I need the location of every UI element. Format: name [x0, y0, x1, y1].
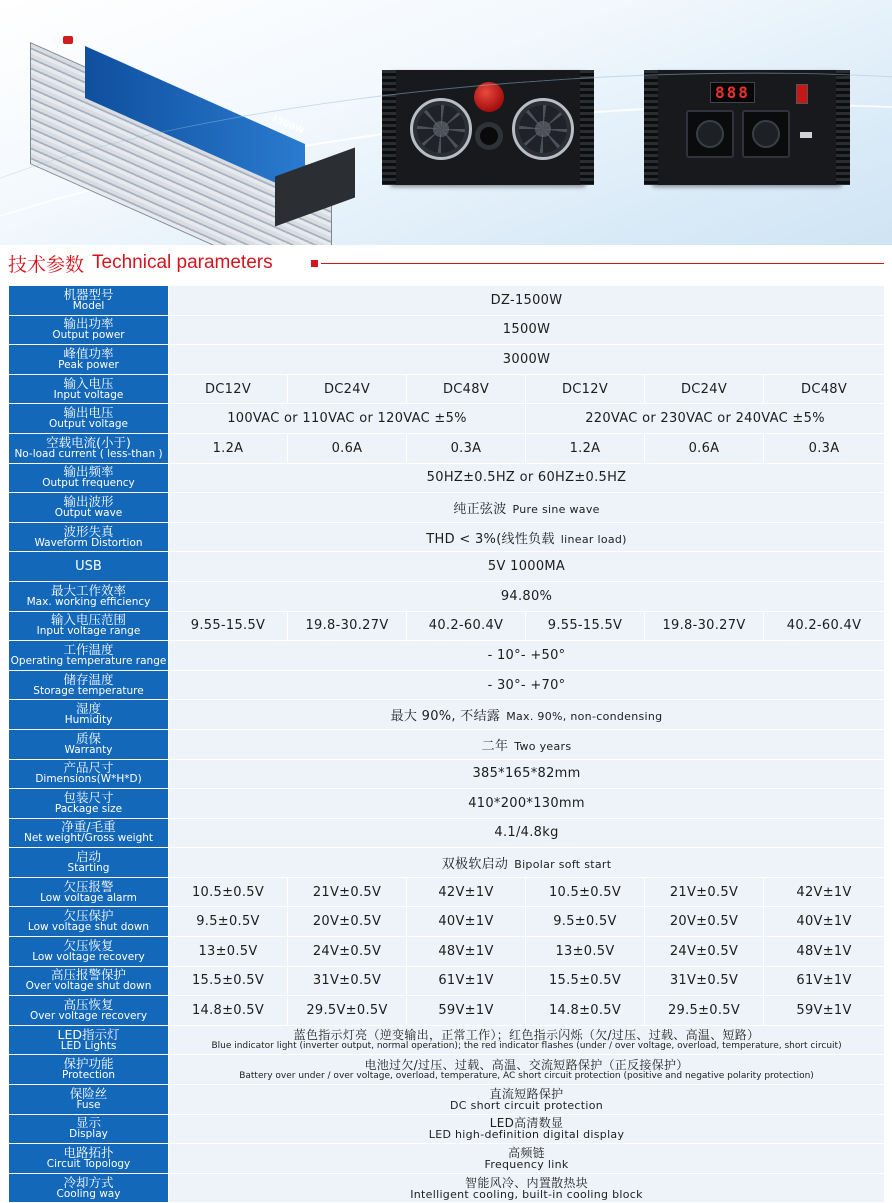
spec-value-cell: 42V±1V	[764, 877, 885, 907]
title-bullet-icon	[311, 260, 318, 267]
spec-label-en: Starting	[67, 862, 110, 875]
spec-value	[169, 848, 885, 878]
spec-row	[9, 729, 885, 759]
spec-value-half: 220VAC or 230VAC or 240VAC ±5%	[526, 404, 885, 434]
spec-value	[169, 1085, 885, 1115]
spec-label	[9, 315, 169, 345]
spec-label-en: Waveform Distortion	[34, 536, 143, 549]
spec-label-cn: 工作温度	[63, 641, 114, 657]
spec-label	[9, 286, 169, 316]
spec-value-cn: 直流短路保护	[489, 1086, 564, 1101]
spec-value: 1500W	[169, 315, 885, 345]
spec-label-cn: 电路拓扑	[63, 1145, 114, 1161]
spec-value-cell: 14.8±0.5V	[526, 996, 645, 1026]
spec-label-cn: 输入电压范围	[50, 612, 126, 628]
spec-row	[9, 404, 885, 434]
spec-value-cell: 0.6A	[288, 433, 407, 463]
spec-label-en: Over voltage recovery	[29, 1010, 148, 1023]
spec-row	[9, 848, 885, 878]
spec-value	[169, 493, 885, 523]
spec-value-cell: 1.2A	[169, 433, 288, 463]
spec-value-cell: 0.6A	[645, 433, 764, 463]
spec-value-cell: DC24V	[288, 374, 407, 404]
spec-value: - 10°- +50°	[169, 641, 885, 671]
spec-label-cn: 质保	[75, 730, 101, 746]
spec-label-en: Peak power	[58, 358, 119, 371]
spec-value-cell: 42V±1V	[407, 877, 526, 907]
spec-row	[9, 1055, 885, 1085]
section-title	[8, 250, 273, 276]
led-display: 888	[710, 82, 755, 103]
spec-value-en: Battery over under / over voltage, overload, temperature, AC short circuit protection (positive and negative polarity protection)	[239, 1070, 814, 1081]
spec-label-en: Package size	[54, 802, 123, 815]
spec-value-en: Pure sine wave	[512, 502, 600, 516]
spec-label-en: LED Lights	[60, 1039, 117, 1052]
section-title-en: Technical parameters	[92, 252, 273, 273]
spec-row	[9, 315, 885, 345]
spec-row	[9, 1114, 885, 1144]
spec-value: 3000W	[169, 345, 885, 375]
spec-label	[9, 848, 169, 878]
spec-value-cn: LED高清数显	[489, 1116, 564, 1131]
spec-label-en: Cooling way	[56, 1187, 121, 1200]
spec-row	[9, 433, 885, 463]
spec-label-cn: USB	[75, 558, 102, 574]
spec-label	[9, 522, 169, 552]
spec-label-en: Warranty	[64, 743, 113, 756]
spec-label-cn: 启动	[75, 849, 101, 865]
spec-value-cell: 59V±1V	[407, 996, 526, 1026]
spec-value: DZ-1500W	[169, 286, 885, 316]
spec-value-en: Intelligent cooling, built-in cooling block	[410, 1187, 643, 1201]
spec-value-en: Blue indicator light (inverter output, normal operation); the red indicator flashes (under / over voltage, overload, temperature, short circuit)	[211, 1041, 842, 1052]
spec-row	[9, 493, 885, 523]
spec-value-cell: DC12V	[526, 374, 645, 404]
product-banner	[0, 0, 892, 245]
spec-value-cell: 61V±1V	[407, 966, 526, 996]
spec-label-en: Dimensions(W*H*D)	[35, 773, 142, 786]
spec-value-half: 100VAC or 110VAC or 120VAC ±5%	[169, 404, 526, 434]
ac-socket-right-icon	[742, 110, 790, 158]
spec-row	[9, 818, 885, 848]
spec-label-en: Input voltage range	[36, 625, 141, 638]
spec-label	[9, 404, 169, 434]
spec-label-en: Circuit Topology	[46, 1158, 131, 1171]
inverter-dc-panel-image	[390, 70, 586, 185]
spec-label-cn: 欠压报警	[63, 878, 114, 894]
spec-label-cn: 包装尺寸	[63, 789, 114, 805]
heatsink-fin-right	[836, 70, 850, 185]
spec-label-cn: 输出波形	[63, 493, 114, 509]
usb-port-icon	[800, 132, 812, 138]
spec-value-cell: 40V±1V	[407, 907, 526, 937]
spec-value-en: Frequency link	[484, 1158, 569, 1172]
spec-label-en: Output power	[52, 329, 125, 342]
spec-value-cell: 15.5±0.5V	[169, 966, 288, 996]
spec-row	[9, 996, 885, 1026]
spec-value-cell: DC24V	[645, 374, 764, 404]
spec-row	[9, 286, 885, 316]
spec-label-cn: 最大工作效率	[50, 582, 126, 598]
spec-label-cn: LED指示灯	[57, 1026, 120, 1042]
heatsink-fin-left	[382, 70, 396, 185]
title-rule	[321, 263, 884, 264]
spec-value-cell: DC48V	[407, 374, 526, 404]
spec-row	[9, 1144, 885, 1174]
spec-row	[9, 1173, 885, 1203]
dc-terminal-black-icon	[475, 122, 503, 150]
spec-value-cell: DC48V	[764, 374, 885, 404]
inverter-side-image	[25, 12, 345, 227]
spec-value-cell: 1.2A	[526, 433, 645, 463]
spec-value: 410*200*130mm	[169, 789, 885, 819]
spec-label	[9, 1025, 169, 1055]
spec-value	[169, 1055, 885, 1085]
spec-label-en: Net weight/Gross weight	[23, 832, 154, 845]
spec-value-cell: 13±0.5V	[526, 937, 645, 967]
spec-label-cn: 高压恢复	[63, 997, 114, 1013]
spec-value-cell: 9.55-15.5V	[169, 611, 288, 641]
spec-label-en: Over voltage shut down	[25, 980, 152, 993]
spec-label-en: Display	[69, 1128, 108, 1141]
spec-value-cell: 40.2-60.4V	[407, 611, 526, 641]
spec-label-en: Storage temperature	[33, 684, 144, 697]
spec-value-cell: 31V±0.5V	[645, 966, 764, 996]
spec-value: 4.1/4.8kg	[169, 818, 885, 848]
spec-label	[9, 818, 169, 848]
spec-row	[9, 700, 885, 730]
spec-value: 50HZ±0.5HZ or 60HZ±0.5HZ	[169, 463, 885, 493]
spec-label	[9, 729, 169, 759]
spec-label	[9, 374, 169, 404]
spec-label-en: No-load current ( less-than )	[14, 447, 163, 460]
spec-label	[9, 907, 169, 937]
spec-row	[9, 345, 885, 375]
spec-label-cn: 空载电流(小于)	[46, 434, 131, 450]
spec-label-en: Output frequency	[42, 477, 135, 490]
spec-label	[9, 670, 169, 700]
spec-label-en: Humidity	[64, 714, 113, 727]
spec-label	[9, 641, 169, 671]
spec-value-cell: 10.5±0.5V	[169, 877, 288, 907]
dc-terminal-red-icon	[474, 82, 504, 112]
spec-row	[9, 611, 885, 641]
spec-value-cn: THD < 3%(线性负载	[426, 531, 555, 547]
spec-label-en: Fuse	[76, 1098, 101, 1111]
spec-value-cn: 电池过欠/过压、过载、高温、交流短路保护（正反接保护）	[364, 1057, 689, 1072]
section-title-cn: 技术参数	[8, 253, 85, 276]
spec-value-cell: DC12V	[169, 374, 288, 404]
spec-value-cell: 21V±0.5V	[645, 877, 764, 907]
spec-value-en: Max. 90%, non-condensing	[506, 710, 663, 724]
spec-label-cn: 储存温度	[63, 671, 114, 687]
spec-label	[9, 581, 169, 611]
spec-value-cn: 双极软启动	[441, 857, 509, 873]
spec-value	[169, 1025, 885, 1055]
spec-value	[169, 1114, 885, 1144]
spec-value-en: LED high-definition digital display	[428, 1128, 625, 1142]
spec-label-en: Model	[72, 299, 105, 312]
spec-value-cell: 61V±1V	[764, 966, 885, 996]
spec-label	[9, 493, 169, 523]
spec-value-cell: 10.5±0.5V	[526, 877, 645, 907]
spec-value-cell: 19.8-30.27V	[645, 611, 764, 641]
heatsink-fin-left	[644, 70, 658, 185]
spec-label-cn: 输出电压	[63, 405, 114, 421]
spec-table	[8, 285, 885, 1203]
spec-label-en: Protection	[61, 1069, 116, 1082]
spec-label	[9, 552, 169, 582]
spec-value-cn: 高频链	[508, 1146, 545, 1161]
spec-value	[169, 1173, 885, 1203]
spec-label-cn: 峰值功率	[63, 345, 114, 361]
spec-value-cell: 19.8-30.27V	[288, 611, 407, 641]
spec-value-cell: 20V±0.5V	[645, 907, 764, 937]
spec-row	[9, 1085, 885, 1115]
fan-right-icon	[512, 98, 574, 160]
spec-label-cn: 湿度	[75, 701, 101, 717]
inverter-ac-panel-image	[652, 70, 842, 185]
spec-value-en: linear load)	[560, 532, 627, 546]
spec-label	[9, 966, 169, 996]
spec-label	[9, 789, 169, 819]
spec-label	[9, 345, 169, 375]
spec-row	[9, 463, 885, 493]
spec-label-cn: 波形失真	[63, 523, 114, 539]
spec-value: 94.80%	[169, 581, 885, 611]
spec-value-cn: 最大 90%, 不结露	[390, 709, 501, 725]
spec-value	[169, 522, 885, 552]
spec-value-cell: 48V±1V	[764, 937, 885, 967]
spec-value-cell: 0.3A	[764, 433, 885, 463]
spec-label	[9, 759, 169, 789]
inverter-mount-foot	[275, 147, 355, 226]
spec-label	[9, 700, 169, 730]
spec-label-en: Operating temperature range	[10, 654, 167, 667]
spec-value-cell: 15.5±0.5V	[526, 966, 645, 996]
spec-row	[9, 641, 885, 671]
spec-value-cell: 24V±0.5V	[288, 937, 407, 967]
spec-row	[9, 789, 885, 819]
spec-value-cn: 二年	[481, 738, 509, 754]
spec-value-en: DC short circuit protection	[450, 1098, 604, 1112]
spec-label-en: Low voltage shut down	[27, 921, 150, 934]
spec-label	[9, 1114, 169, 1144]
spec-label	[9, 937, 169, 967]
spec-label-cn: 保护功能	[63, 1056, 114, 1072]
spec-label-cn: 显示	[75, 1115, 101, 1131]
heatsink-fin-right	[580, 70, 594, 185]
spec-value-cell: 29.5±0.5V	[645, 996, 764, 1026]
spec-value-cell: 21V±0.5V	[288, 877, 407, 907]
spec-value-cell: 24V±0.5V	[645, 937, 764, 967]
spec-label	[9, 1085, 169, 1115]
inverter-plate-text: 1500W	[269, 113, 306, 137]
spec-label-cn: 输出频率	[63, 464, 114, 480]
inverter-body	[30, 42, 332, 245]
spec-label	[9, 996, 169, 1026]
spec-label	[9, 1173, 169, 1203]
spec-value-cell: 59V±1V	[764, 996, 885, 1026]
spec-value	[169, 700, 885, 730]
spec-label-cn: 输出功率	[63, 316, 114, 332]
spec-label	[9, 1144, 169, 1174]
spec-value-cell: 31V±0.5V	[288, 966, 407, 996]
spec-value: - 30°- +70°	[169, 670, 885, 700]
spec-value-cell: 9.5±0.5V	[169, 907, 288, 937]
spec-row	[9, 877, 885, 907]
spec-value-cell: 13±0.5V	[169, 937, 288, 967]
spec-value-cn: 纯正弦波	[453, 501, 507, 517]
spec-label-en: Max. working efficiency	[26, 595, 151, 608]
spec-value-en: Bipolar soft start	[514, 858, 612, 872]
fan-left-icon	[410, 98, 472, 160]
spec-value-cell: 14.8±0.5V	[169, 996, 288, 1026]
spec-label	[9, 877, 169, 907]
spec-value	[169, 729, 885, 759]
spec-row	[9, 937, 885, 967]
spec-label	[9, 1055, 169, 1085]
spec-label-cn: 保险丝	[69, 1085, 108, 1101]
spec-value: 5V 1000MA	[169, 552, 885, 582]
spec-label-en: Output wave	[54, 506, 123, 519]
spec-label-cn: 机器型号	[63, 286, 114, 302]
spec-value-cell: 9.55-15.5V	[526, 611, 645, 641]
inverter-red-cap	[63, 36, 73, 44]
spec-row	[9, 581, 885, 611]
spec-row	[9, 907, 885, 937]
spec-value	[169, 1144, 885, 1174]
spec-label-cn: 高压报警保护	[50, 967, 126, 983]
spec-label-cn: 冷却方式	[63, 1174, 114, 1190]
spec-label-cn: 欠压保护	[63, 908, 114, 924]
spec-label-cn: 净重/毛重	[61, 819, 116, 835]
spec-row	[9, 374, 885, 404]
spec-label	[9, 463, 169, 493]
spec-value-cell: 0.3A	[407, 433, 526, 463]
spec-value-cell: 9.5±0.5V	[526, 907, 645, 937]
spec-row	[9, 759, 885, 789]
spec-row	[9, 966, 885, 996]
spec-value: 385*165*82mm	[169, 759, 885, 789]
spec-label-cn: 输入电压	[63, 375, 114, 391]
spec-row	[9, 552, 885, 582]
spec-label	[9, 433, 169, 463]
spec-label-en: Input voltage	[53, 388, 124, 401]
spec-value-cell: 48V±1V	[407, 937, 526, 967]
spec-label-en: Output voltage	[48, 418, 129, 431]
spec-value-en: Two years	[514, 739, 572, 753]
ac-socket-left-icon	[686, 110, 734, 158]
spec-row	[9, 670, 885, 700]
spec-label-en: Low voltage alarm	[40, 891, 137, 904]
spec-row	[9, 522, 885, 552]
spec-label-cn: 产品尺寸	[63, 760, 114, 776]
spec-value-cell: 40.2-60.4V	[764, 611, 885, 641]
power-switch-icon	[796, 84, 808, 104]
spec-value-cell: 40V±1V	[764, 907, 885, 937]
spec-row	[9, 1025, 885, 1055]
spec-label-cn: 欠压恢复	[63, 937, 114, 953]
spec-label	[9, 611, 169, 641]
spec-value-cn: 蓝色指示灯亮（逆变输出，正常工作）；红色指示闪烁（欠/过压、过载、高温、短路）	[293, 1028, 760, 1043]
spec-value-cell: 20V±0.5V	[288, 907, 407, 937]
spec-label-en: Low voltage recovery	[32, 950, 145, 963]
spec-value-cell: 29.5V±0.5V	[288, 996, 407, 1026]
spec-value-cn: 智能风冷、内置散热块	[465, 1175, 589, 1190]
